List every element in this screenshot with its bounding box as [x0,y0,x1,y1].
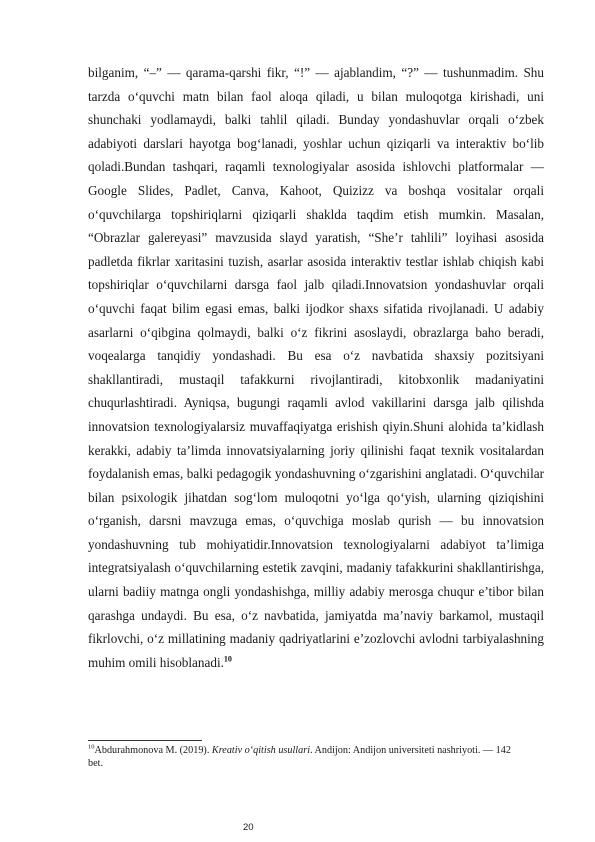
paragraph-text: bilganim, “–” — qarama-qarshi fikr, “!” — ajablandim, “?” — tushunmadim. Shu tarzda o‘quvchi matn bilan faol aloqa qiladi, u bilan muloqotga kirishadi, uni shunchaki yodlamaydi, balki tahlil qiladi. Bunday yondashuvlar orqali o‘zbek adabiyoti darslari hayotga bog‘lanadi, yoshlar uchun qiziqarli va interaktiv bo‘lib qoladi.Bundan tashqari, raqamli texnologiyalar asosida ishlovchi platformalar — Google Slides, Padlet, Canva, Kahoot, Quizizz va boshqa vositalar orqali o‘quvchilarga topshiriqlarni qiziqarli shaklda taqdim etish mumkin. Masalan, “Obrazlar galereyasi” mavzusida slayd yaratish, “She’r tahlili” loyihasi asosida padletda fikrlar xaritasini tuzish, asarlar asosida interaktiv testlar ishlab chiqish kabi topshiriqlar o‘quvchilarni darsga faol jalb qiladi.Innovatsion yondashuvlar orqali o‘quvchi faqat bilim egasi emas, balki ijodkor shaxs sifatida rivojlanadi. U adabiy asarlarni o‘qibgina qolmaydi, balki o‘z fikrini asoslaydi, obrazlarga baho beradi, voqealarga tanqidiy yondashadi. Bu esa o‘z navbatida shaxsiy pozitsiyani shakllantiradi, mustaqil tafakkurni rivojlantiradi, kitobxonlik madaniyatini chuqurlashtiradi. Ayniqsa, bugungi raqamli avlod vakillarini darsga jalb qilishda innovatsion texnologiyalarsiz muvaffaqiyatga erishish qiyin.Shuni alohida ta’kidlash kerakki, adabiy ta’limda innovatsiyalarning joriy qilinishi faqat texnik vositalardan foydalanish emas, balki pedagogik yondashuvning o‘zgarishini anglatadi. O‘quvchilar bilan psixologik jihatdan sog‘lom muloqotni yo‘lga qo‘yish, ularning qiziqishini o‘rganish, darsni mavzuga emas, o‘quvchiga moslab qurish — bu innovatsion yondashuvning tub mohiyatidir.Innovatsion texnologiyalarni adabiyot ta’limiga integratsiyalash o‘quvchilarning estetik zavqini, madaniy tafakkurini shakllantirishga, ularni badiiy matnga ongli yondashishga, milliy adabiy merosga chuqur e’tibor bilan qarashga undaydi. Bu esa, o‘z navbatida, jamiyatda ma’naviy barkamol, mustaqil fikrlovchi, o‘z millatining madaniy qadriyatlarini e’zozlovchi avlodni tarbiyalashning muhim omili hisoblanadi. [88,65,544,670]
footnote-publisher: . Andijon: Andijon universiteti nashriyoti. — 142 bet. [88,745,511,770]
footnote-title: Kreativ o‘qitish usullari [211,745,311,756]
page-number: 20 [243,822,254,833]
body-paragraph [88,61,544,674]
footnote-separator [88,740,202,741]
footnote [88,744,528,770]
footnote-author: Abdurahmonova M. (2019). [94,745,212,756]
footnote-reference[interactable]: 10 [223,654,232,664]
footnote-number: 10 [88,743,95,751]
